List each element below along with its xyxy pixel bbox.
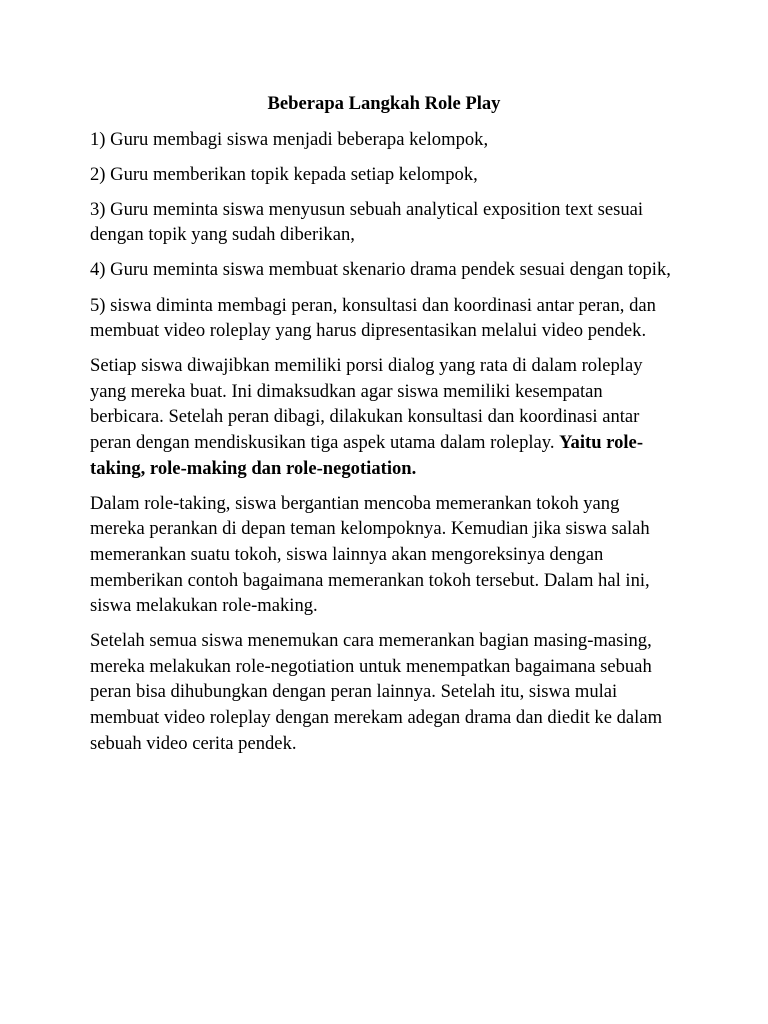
step-4: 4) Guru meminta siswa membuat skenario drama pendek sesuai dengan topik, [90,259,671,281]
step-5: 5) siswa diminta membagi peran, konsultasi dan koordinasi antar peran, dan membuat video roleplay yang harus dipresentasikan melalui video pendek. [90,294,656,342]
document-body [90,91,678,766]
step-2: 2) Guru memberikan topik kepada setiap kelompok, [90,163,478,185]
document-title: Beberapa Langkah Role Play [267,93,501,114]
paragraph-roleplay-intro [90,353,678,481]
step-1: 1) Guru membagi siswa menjadi beberapa kelompok, [90,128,489,150]
step-3: 3) Guru meminta siswa menyusun sebuah analytical exposition text sesuai dengan topik yang sudah diberikan, [90,198,644,246]
paragraph-roleplay-intro-bold: Yaitu role-taking, role-making dan role-negotiation. [90,432,644,479]
paragraph-role-taking: Dalam role-taking, siswa bergantian mencoba memerankan tokoh yang mereka perankan di depan teman kelompoknya. Kemudian jika siswa salah memerankan suatu tokoh, siswa lainnya akan mengoreksinya dengan memberikan contoh bagaimana memerankan tokoh tersebut. Dalam hal ini, siswa melakukan role-making. [90,492,650,617]
paragraph-roleplay-intro-text: Setiap siswa diwajibkan memiliki porsi dialog yang rata di dalam roleplay yang mereka buat. Ini dimaksudkan agar siswa memiliki kesempatan berbicara. Setelah peran dibagi, dilakukan konsultasi dan koordinasi antar peran dengan mendiskusikan tiga aspek utama dalam roleplay. [90,355,643,454]
paragraph-role-negotiation: Setelah semua siswa menemukan cara memerankan bagian masing-masing, mereka melakukan role-negotiation untuk menempatkan bagaimana sebuah peran bisa dihubungkan dengan peran lainnya. Setelah itu, siswa mulai membuat video roleplay dengan merekam adegan drama dan diedit ke dalam sebuah video cerita pendek. [90,630,663,754]
